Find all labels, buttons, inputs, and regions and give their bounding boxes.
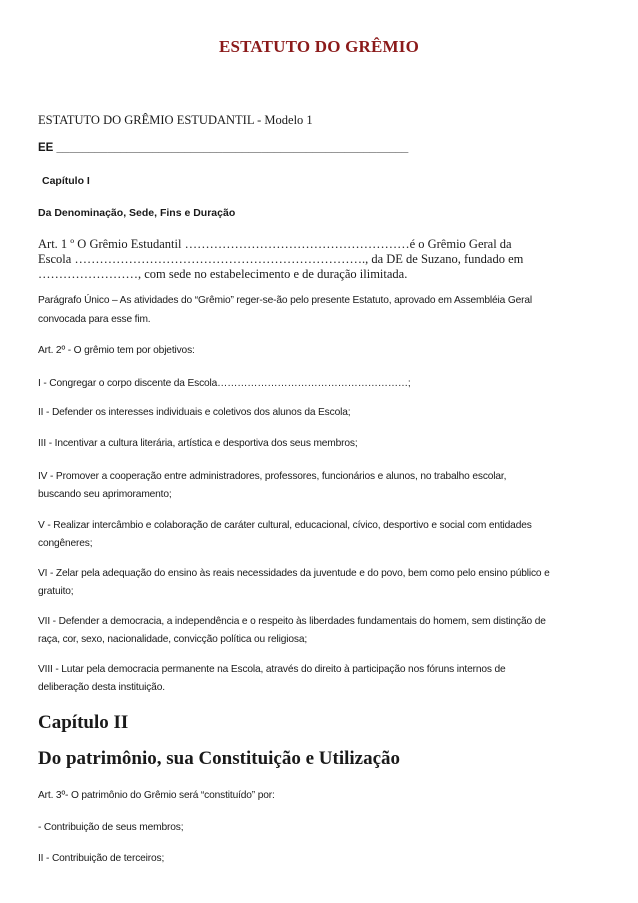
objective-item: IV - Promover a cooperação entre administradores, professores, funcionários e alunos, no trabalho escolar,: [38, 471, 507, 482]
art3-item: - Contribuição de seus membros;: [38, 822, 184, 833]
paragrafo-unico-line: convocada para esse fim.: [38, 314, 151, 325]
chapter-1-label: Capítulo I: [42, 175, 90, 187]
chapter-2-label: Capítulo II: [38, 712, 129, 733]
objective-item: VII - Defender a democracia, a independência e o respeito às liberdades fundamentais do homem, sem distinção de: [38, 616, 546, 627]
document-title: ESTATUTO DO GRÊMIO: [218, 37, 420, 56]
chapter-2-heading: Do patrimônio, sua Constituição e Utilização: [38, 748, 401, 769]
paragrafo-unico-line: Parágrafo Único – As atividades do “Grêmio” reger-se-ão pelo presente Estatuto, aprovado em Assembléia Geral: [38, 295, 533, 306]
art3-heading: Art. 3º- O patrimônio do Grêmio será “constituído” por:: [38, 790, 275, 801]
art1-line: Escola ……………………………………………………………., da DE de Suzano, fundado em: [38, 252, 524, 266]
ee-line: EE _______________________________________________________: [38, 142, 409, 154]
art1-line: Art. 1 º O Grêmio Estudantil ………………………………………………é o Grêmio Geral da: [38, 237, 512, 251]
objective-item: V - Realizar intercâmbio e colaboração de caráter cultural, educacional, cívico, desportivo e social com entidades: [38, 520, 532, 531]
objective-item: VIII - Lutar pela democracia permanente na Escola, através do direito à participação nos fóruns internos de: [38, 664, 506, 675]
art2-heading: Art. 2º - O grêmio tem por objetivos:: [38, 345, 195, 356]
objective-item: II - Defender os interesses individuais e coletivos dos alunos da Escola;: [38, 407, 351, 418]
art3-item: II - Contribuição de terceiros;: [38, 853, 165, 864]
objective-item: III - Incentivar a cultura literária, artística e desportiva dos seus membros;: [38, 438, 358, 449]
objective-item-cont: gratuito;: [38, 586, 74, 597]
objective-item-cont: congêneres;: [38, 538, 93, 549]
objective-item-cont: raça, cor, sexo, nacionalidade, convicção política ou religiosa;: [38, 634, 308, 645]
objective-item: VI - Zelar pela adequação do ensino às reais necessidades da juventude e do povo, bem como pelo ensino público e: [38, 568, 550, 579]
art1-line: ……………………, com sede no estabelecimento e de duração ilimitada.: [38, 267, 408, 281]
objective-item: I - Congregar o corpo discente da Escola…………………………………………………;: [38, 378, 411, 389]
document-subtitle: ESTATUTO DO GRÊMIO ESTUDANTIL - Modelo 1: [38, 113, 313, 127]
objective-item-cont: deliberação desta instituição.: [38, 682, 165, 693]
chapter-1-heading: Da Denominação, Sede, Fins e Duração: [38, 207, 236, 219]
objective-item-cont: buscando seu aprimoramento;: [38, 489, 172, 500]
